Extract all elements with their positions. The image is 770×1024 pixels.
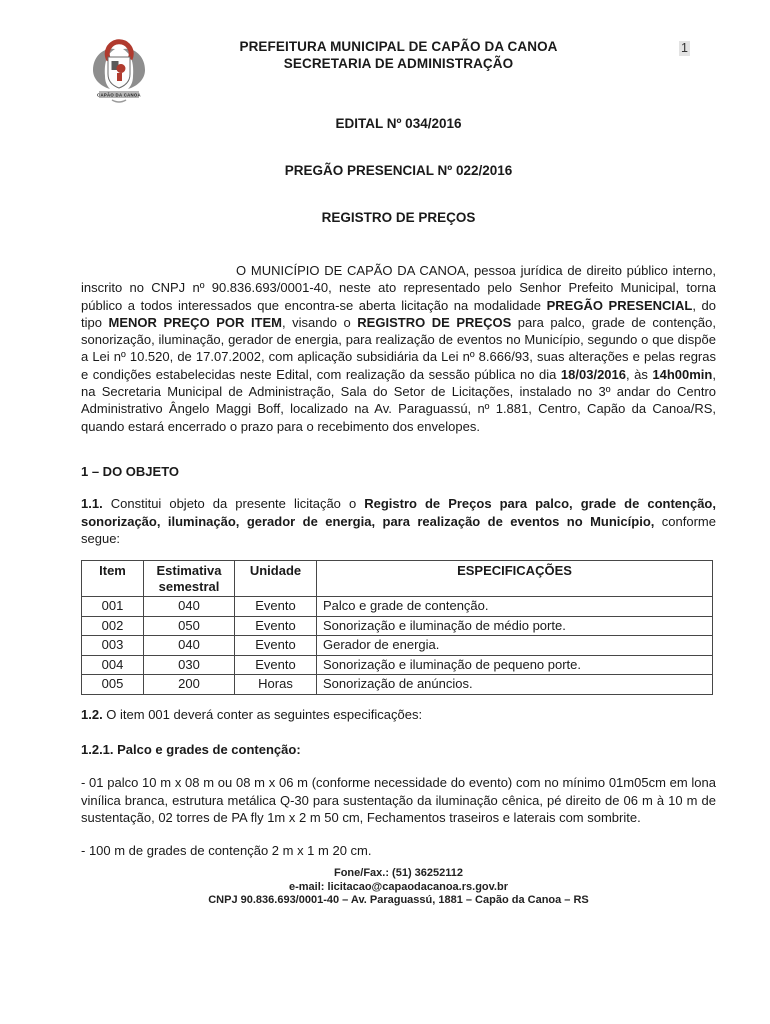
cell-estimate: 040 xyxy=(144,636,235,656)
document-header xyxy=(81,38,716,98)
intro-bold-menor-preco: MENOR PREÇO POR ITEM xyxy=(108,314,282,330)
cell-unit: Evento xyxy=(235,655,317,675)
table-row xyxy=(82,636,713,656)
section-1-1-paragraph: 1.1. Constitui objeto da presente licitação o Registro de Preços para palco, grade de contenção, sonorização, iluminação, gerador de energia, para realização de eventos no Município, conforme segue: xyxy=(81,496,716,546)
table-row xyxy=(82,597,713,617)
intro-paragraph: O MUNICÍPIO DE CAPÃO DA CANOA, pessoa jurídica de direito público interno, inscrito no CNPJ nº 90.836.693/0001-40, neste ato representado pelo Senhor Prefeito Municipal, torna público a todos interessados que encontra-se aberta licitação na modalidade PREGÃO PRESENCIAL, do tipo MENOR PREÇO POR ITEM, visando o REGISTRO DE PREÇOS para palco, grade de contenção, sonorização, iluminação, gerador de energia, para realização de eventos no Município, segundo o que dispõe a Lei nº 10.520, de 17.07.2002, com aplicação subsidiária da Lei nº 8.666/93, suas alterações e pelas regras e condições estabelecidas neste Edital, com realização da sessão pública no dia 18/03/2016, às 14h00min, na Secretaria Municipal de Administração, Sala do Setor de Licitações, instalado no 3º andar do Centro Administrativo Ângelo Maggi Boff, localizado na Av. Paraguassú, nº 1.881, Centro, Capão da Canoa/RS, quando estará encerrado o prazo para o recebimento dos envelopes. xyxy=(81,263,716,434)
cell-estimate: 040 xyxy=(144,597,235,617)
registro-title: REGISTRO DE PREÇOS xyxy=(321,210,476,225)
cell-unit: Horas xyxy=(235,675,317,695)
table-row xyxy=(82,675,713,695)
cell-spec: Sonorização e iluminação de médio porte. xyxy=(317,616,713,636)
footer-email: e-mail: licitacao@capaodacanoa.rs.gov.br xyxy=(289,880,508,893)
section-1-heading: 1 – DO OBJETO xyxy=(81,463,180,479)
cell-item: 004 xyxy=(82,655,144,675)
cell-spec: Sonorização de anúncios. xyxy=(317,675,713,695)
cell-unit: Evento xyxy=(235,597,317,617)
cell-unit: Evento xyxy=(235,636,317,656)
cell-item: 002 xyxy=(82,616,144,636)
col-header-estimate: Estimativa semestral xyxy=(144,561,235,597)
footer-phone: Fone/Fax.: (51) 36252112 xyxy=(333,867,463,880)
cell-unit: Evento xyxy=(235,616,317,636)
edital-title: EDITAL Nº 034/2016 xyxy=(335,116,462,131)
section-1-2-1-heading: 1.2.1. Palco e grades de contenção: xyxy=(81,741,301,757)
intro-bold-date: 18/03/2016 xyxy=(560,366,626,382)
cell-estimate: 050 xyxy=(144,616,235,636)
col-header-unit: Unidade xyxy=(235,561,317,597)
logo-caption: CAPÃO DA CANOA xyxy=(97,92,141,98)
intro-bold-pregao: PREGÃO PRESENCIAL xyxy=(546,297,693,313)
table-row xyxy=(82,655,713,675)
col-header-specs: ESPECIFICAÇÕES xyxy=(317,561,713,597)
section-1-1-number: 1.1. xyxy=(81,496,103,512)
items-table xyxy=(81,560,713,695)
cell-item: 003 xyxy=(82,636,144,656)
cell-spec: Gerador de energia. xyxy=(317,636,713,656)
page-number: 1 xyxy=(681,41,688,55)
organization-name-line2: SECRETARIA DE ADMINISTRAÇÃO xyxy=(283,56,514,71)
cell-item: 001 xyxy=(82,597,144,617)
spec-paragraph-palco: - 01 palco 10 m x 08 m ou 08 m x 06 m (conforme necessidade do evento) com no mínimo 01m05cm em lona vinílica branca, estrutura metálica Q-30 para sustentação da iluminação cênica, pé direito de 06 m à 10 m de sustentação, 02 torres de PA fly 1m x 2 m 50 cm, Fechamentos traseiros e laterais com sombrite. xyxy=(81,775,716,825)
pregao-title: PREGÃO PRESENCIAL Nº 022/2016 xyxy=(284,163,513,178)
intro-bold-registro: REGISTRO DE PREÇOS xyxy=(357,314,512,330)
section-1-1-object-bold: Registro de Preços para palco, grade de contenção, sonorização, iluminação, gerador de energia, para realização de eventos no Município, xyxy=(81,496,716,529)
document-footer xyxy=(81,867,716,908)
section-1-2-number: 1.2. xyxy=(81,706,103,722)
intro-text: O MUNICÍPIO DE CAPÃO DA CANOA, pessoa jurídica de direito público interno, inscrito no CNPJ nº 90.836.693/0001-40, neste ato representado pelo Senhor Prefeito Municipal, torna público a todos interessados que encontra-se aberta licitação na modalidade xyxy=(81,263,716,313)
footer-cnpj-address: CNPJ 90.836.693/0001-40 – Av. Paraguassú, 1881 – Capão da Canoa – RS xyxy=(208,894,589,907)
organization-name-line1: PREFEITURA MUNICIPAL DE CAPÃO DA CANOA xyxy=(239,39,558,54)
cell-spec: Sonorização e iluminação de pequeno porte. xyxy=(317,655,713,675)
cell-spec: Palco e grade de contenção. xyxy=(317,597,713,617)
cell-estimate: 200 xyxy=(144,675,235,695)
cell-estimate: 030 xyxy=(144,655,235,675)
spec-paragraph-grades: - 100 m de grades de contenção 2 m x 1 m 20 cm. xyxy=(81,843,372,859)
section-1-2-paragraph: 1.2. O item 001 deverá conter as seguintes especificações: xyxy=(81,706,423,722)
intro-bold-time: 14h00min xyxy=(652,366,713,382)
coat-of-arms-icon xyxy=(88,38,150,104)
cell-item: 005 xyxy=(82,675,144,695)
table-row xyxy=(82,616,713,636)
table-header-row xyxy=(82,561,713,597)
col-header-item: Item xyxy=(82,561,144,597)
